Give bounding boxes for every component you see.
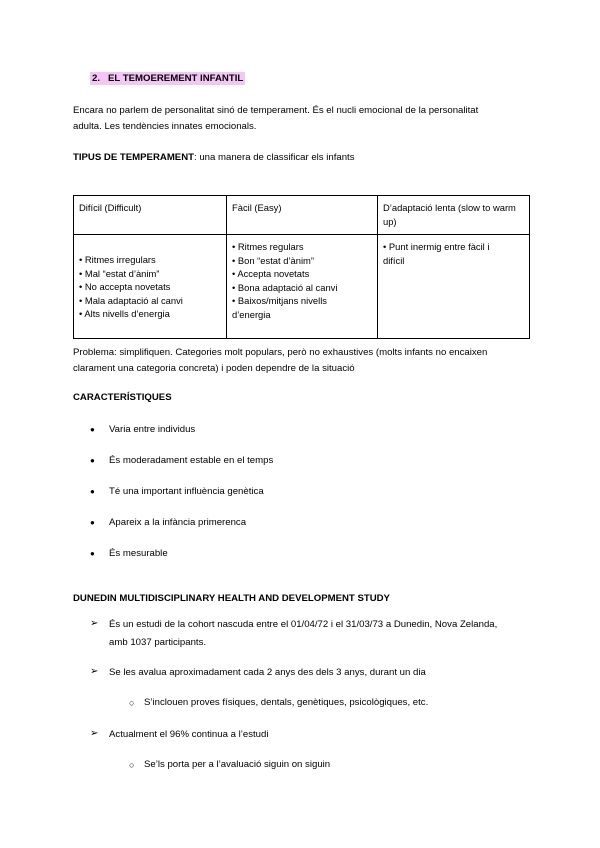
arrow-bullet-icon: ➢	[90, 728, 99, 739]
cell-item: • Punt inermig entre fàcil i	[383, 241, 490, 252]
cell-item: • Accepta novetats	[232, 268, 310, 280]
problem-line: Problema: simplifiquen. Categories molt populars, però no exhaustives (molts infants no encaixen	[73, 347, 488, 358]
cell-item: • Ritmes regulars	[232, 241, 304, 252]
dunedin-heading: DUNEDIN MULTIDISCIPLINARY HEALTH AND DEVELOPMENT STUDY	[73, 593, 390, 604]
list-item-text: Se les avalua aproximadament cada 2 anys des dels 3 anys, durant un dia	[109, 667, 426, 678]
circle-bullet-icon: ○	[129, 698, 135, 708]
intro-paragraph	[73, 103, 533, 135]
sub-list-item-text: Se’ls porta per a l’avaluació siguin on siguin	[144, 759, 331, 770]
table-header-cell: D’adaptació lenta (slow to warm up)	[378, 196, 530, 235]
table-row	[74, 235, 530, 339]
cell-item: • Mala adaptació al canvi	[79, 294, 183, 306]
bullet-icon: ●	[90, 425, 95, 434]
intro-line: adulta. Les tendències innates emocionals.	[73, 121, 257, 132]
list-item-line: És un estudi de la cohort nascuda entre el 01/04/72 i el 31/03/73 a Dunedin, Nova Zelanda,	[109, 619, 498, 630]
problem-paragraph	[73, 345, 538, 377]
list-item-text	[109, 616, 534, 652]
types-heading-rest: : una manera de classificar els infants	[194, 152, 355, 163]
cell-item: • Alts nivells d’energia	[79, 308, 170, 320]
list-item-text: Apareix a la infància primerenca	[109, 517, 247, 528]
list-item-text: Varia entre individus	[109, 424, 196, 435]
problem-line: clarament una categoria concreta) i poden dependre de la situació	[73, 363, 355, 374]
cell-item: • Bon “estat d’ànim”	[232, 254, 314, 266]
bullet-icon: ●	[90, 456, 95, 465]
cell-item: • No accepta novetats	[79, 281, 171, 293]
bullet-icon: ●	[90, 487, 95, 496]
types-heading-label: TIPUS DE TEMPERAMENT	[73, 152, 194, 163]
list-item-line: amb 1037 participants.	[109, 637, 207, 648]
intro-line: Encara no parlem de personalitat sinó de temperament. És el nucli emocional de la personalitat	[73, 105, 479, 116]
table-header-cell: Difícil (Difficult)	[74, 196, 227, 235]
types-heading	[73, 150, 355, 166]
circle-bullet-icon: ○	[129, 760, 135, 770]
bullet-icon: ●	[90, 518, 95, 527]
cell-item: • Mal “estat d’ànim”	[79, 267, 160, 279]
cell-item: d’energia	[232, 308, 271, 320]
list-item-text: Actualment el 96% continua a l’estudi	[109, 729, 269, 740]
arrow-bullet-icon: ➢	[90, 666, 99, 677]
list-item-text: És moderadament estable en el temps	[109, 455, 274, 466]
list-item-text: Té una important influència genètica	[109, 486, 264, 497]
cell-item: difícil	[383, 254, 405, 266]
table-header-cell: Fàcil (Easy)	[227, 196, 378, 235]
table-cell-easy	[227, 235, 378, 339]
characteristics-heading: CARACTERÍSTIQUES	[73, 392, 172, 403]
temperament-table	[73, 195, 530, 339]
arrow-bullet-icon: ➢	[90, 618, 99, 629]
sub-list-item-text: S’inclouen proves físiques, dentals, genètiques, psicològiques, etc.	[144, 697, 429, 708]
table-header-row	[74, 196, 530, 235]
cell-item: • Bona adaptació al canvi	[232, 281, 338, 293]
table-cell-difficult	[74, 235, 227, 339]
cell-item: • Baixos/mitjans nivells	[232, 295, 327, 307]
section-number: 2.	[92, 73, 101, 84]
bullet-icon: ●	[90, 549, 95, 558]
section-title-text: EL TEMOEREMENT INFANTIL	[102, 72, 245, 85]
table-cell-slow	[378, 235, 530, 339]
list-item-text: És mesurable	[109, 548, 168, 559]
cell-item: • Ritmes irregulars	[79, 254, 156, 265]
section-title	[90, 72, 245, 86]
